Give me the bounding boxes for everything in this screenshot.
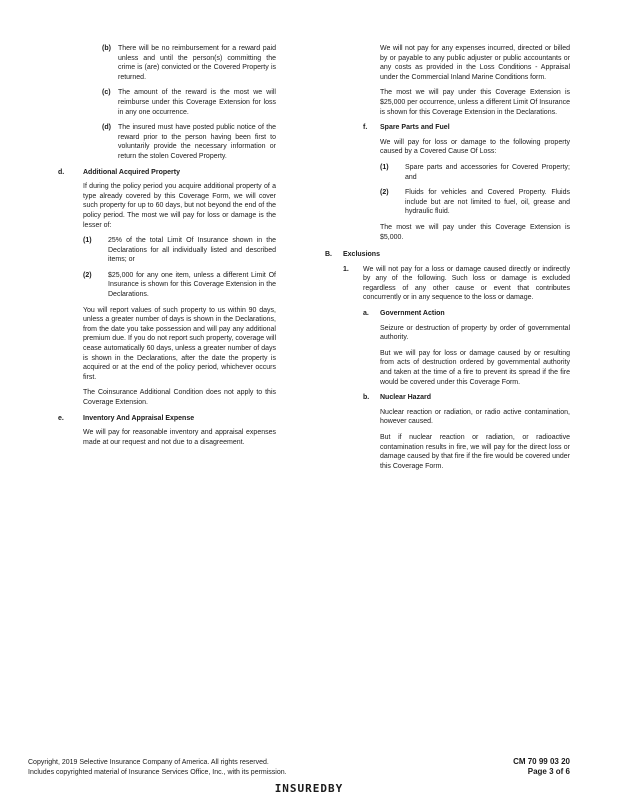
item-text: There will be no reimbursement for a reward paid unless and until the person(s) committing the crime is (are) convicted or the Covered Property is returned. (118, 45, 276, 81)
section-label: B. (325, 251, 332, 259)
section-heading-nuclear-hazard (325, 393, 570, 403)
form-info (513, 757, 570, 777)
section-label: d. (58, 168, 65, 176)
section-heading-f (325, 123, 570, 133)
paragraph: The most we will pay under this Coverage Extension is $5,000. (380, 223, 570, 241)
paragraph: But we will pay for loss or damage caused by or resulting from acts of destruction ordered by governmental authority and taken at the time of a fire to prevent its spread if the fire would be covered under this Coverage Form. (380, 349, 570, 386)
item-text: Spare parts and accessories for Covered Property; and (405, 163, 570, 181)
item-label: (1) (380, 163, 389, 171)
insuredby-watermark: INSUREDBY (274, 782, 344, 795)
section-label: e. (58, 414, 64, 422)
item-b (58, 44, 276, 82)
left-column (58, 44, 276, 453)
item-c (58, 88, 276, 117)
item-label: (d) (102, 124, 111, 132)
item-d-sub (58, 123, 276, 161)
section-title: Additional Acquired Property (83, 168, 180, 176)
section-label: a. (363, 310, 369, 318)
paragraph: The most we will pay under this Coverage Extension is $25,000 per occurrence, unless a different Limit Of Insurance is shown for this Coverage Extension in the Declarations. (380, 89, 570, 116)
section-title: Spare Parts and Fuel (380, 124, 450, 132)
item-label: (b) (102, 45, 111, 52)
list-item (380, 163, 570, 182)
paragraph: Seizure or destruction of property by order of governmental authority. (380, 324, 570, 342)
copyright-notice (28, 758, 287, 777)
list-item (83, 236, 276, 265)
item-label: (1) (83, 237, 92, 245)
section-title: Nuclear Hazard (380, 394, 431, 402)
section-heading-d (58, 168, 276, 178)
item-text: Fluids for vehicles and Covered Property. Fluids include but are not limited to fuel, oil, grease and hydraulic fluid. (405, 189, 570, 216)
paragraph: Nuclear reaction or radiation, or radio active contamination, however caused. (380, 408, 570, 426)
section-title: Inventory And Appraisal Expense (83, 414, 195, 422)
item-label: (c) (102, 89, 111, 97)
item-text: 25% of the total Limit Of Insurance shown in the Declarations for all individually listed and described items; or (108, 237, 276, 264)
item-label: 1. (343, 265, 349, 273)
item-label: (2) (83, 271, 92, 279)
section-heading-government-action (325, 309, 570, 319)
item-text: The amount of the reward is the most we will reimburse under this Coverage Extension for loss in any one occurrence. (118, 89, 276, 116)
paragraph: We will pay for reasonable inventory and appraisal expenses made at our request and not due to a disagreement. (83, 429, 276, 446)
copyright-line-1: Copyright, 2019 Selective Insurance Company of America. All rights reserved. (28, 759, 269, 766)
section-label: f. (363, 124, 368, 132)
copyright-line-2: Includes copyrighted material of Insurance Services Office, Inc., with its permission. (28, 768, 287, 776)
item-label: (2) (380, 189, 389, 197)
paragraph: We will pay for loss or damage to the following property caused by a Covered Cause Of Loss: (380, 138, 570, 156)
section-label: b. (363, 394, 370, 402)
paragraph: You will report values of such property to us within 90 days, unless a greater number of days is shown in the Declarations, from the date you take possession and will pay any additional premium due. If you do not report such property, coverage will cease automatically 60 days, unless a greater number of days is shown in the Declarations, after the date the property is acquired or at the end of the policy period, whichever occurs first. (83, 306, 276, 381)
form-number: CM 70 99 03 20 (513, 757, 570, 766)
section-title: Exclusions (343, 251, 380, 259)
paragraph: If during the policy period you acquire additional property of a type already covered by this Coverage Form, we will cover such property for up to 60 days, but not beyond the end of the policy period. The most we will pay for loss or damage is the lesser of: (83, 183, 276, 229)
section-heading-e (58, 414, 276, 424)
right-column (325, 44, 570, 477)
list-item (83, 271, 276, 300)
exclusion-1 (325, 265, 570, 303)
section-heading-exclusions (325, 250, 570, 260)
section-title: Government Action (380, 310, 445, 318)
paragraph: We will not pay for any expenses incurred, directed or billed by or payable to any public adjuster or public accountants or any costs as provided in the Loss Conditions - Appraisal under the Commercial Inland Marine Conditions form. (380, 45, 570, 81)
item-text: We will not pay for a loss or damage caused directly or indirectly by any of the following. Such loss or damage is excluded regardless of any other cause or event that contributes concurrently or in any sequence to the loss or damage. (363, 265, 570, 302)
paragraph: But if nuclear reaction or radiation, or radioactive contamination results in fire, we will pay for the direct loss or damage caused by that fire if the fire would be covered under this Coverage Form. (380, 434, 570, 470)
page-number: Page 3 of 6 (527, 767, 570, 776)
item-text: The insured must have posted public notice of the reward prior to the person having been first to voluntarily provide the necessary information or return the stolen Covered Property. (118, 124, 276, 160)
paragraph: The Coinsurance Additional Condition does not apply to this Coverage Extension. (83, 389, 276, 406)
item-text: $25,000 for any one item, unless a different Limit Of Insurance is shown for this Coverage Extension in the Declarations. (108, 271, 276, 299)
list-item (380, 188, 570, 217)
